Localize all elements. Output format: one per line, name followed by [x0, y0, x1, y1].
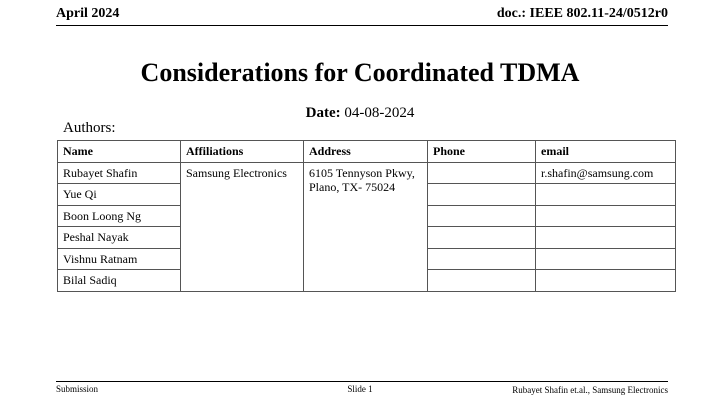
table-row [58, 162, 676, 184]
footer-author-credit: Rubayet Shafin et.al., Samsung Electronics [512, 385, 668, 395]
author-phone [428, 205, 536, 227]
author-name: Peshal Nayak [58, 227, 181, 249]
date-value: 04-08-2024 [344, 105, 415, 121]
date-label: Date: [305, 105, 341, 121]
column-header-email: email [536, 141, 676, 163]
author-email [536, 270, 676, 292]
address-line-2: Plano, TX- 75024 [309, 179, 396, 194]
author-phone [428, 270, 536, 292]
column-header-name: Name [58, 141, 181, 163]
author-email [536, 184, 676, 206]
footer-slide-number: Slide 1 [347, 384, 373, 394]
header-date: April 2024 [56, 6, 120, 21]
address-line-1: 6105 Tennyson Pkwy, [309, 165, 415, 180]
table-header-row [58, 141, 676, 163]
author-phone [428, 162, 536, 184]
author-email: r.shafin@samsung.com [536, 162, 676, 184]
column-header-affiliations: Affiliations [181, 141, 304, 163]
header-doc-id: doc.: IEEE 802.11-24/0512r0 [496, 6, 668, 21]
author-name: Bilal Sadiq [58, 270, 181, 292]
author-phone [428, 248, 536, 270]
column-header-address: Address [304, 141, 428, 163]
header-rule [56, 25, 668, 26]
slide-title: Considerations for Coordinated TDMA [140, 58, 580, 87]
authors-label: Authors: [63, 120, 116, 136]
footer-submission: Submission [56, 384, 99, 394]
author-name: Vishnu Ratnam [58, 248, 181, 270]
footer-rule [56, 381, 668, 382]
author-email [536, 205, 676, 227]
author-email [536, 227, 676, 249]
author-phone [428, 227, 536, 249]
author-affiliation: Samsung Electronics [181, 162, 304, 291]
author-name: Rubayet Shafin [58, 162, 181, 184]
column-header-phone: Phone [428, 141, 536, 163]
authors-table [57, 140, 676, 292]
author-email [536, 248, 676, 270]
author-name: Boon Loong Ng [58, 205, 181, 227]
author-name: Yue Qi [58, 184, 181, 206]
author-phone [428, 184, 536, 206]
author-address [304, 162, 428, 291]
